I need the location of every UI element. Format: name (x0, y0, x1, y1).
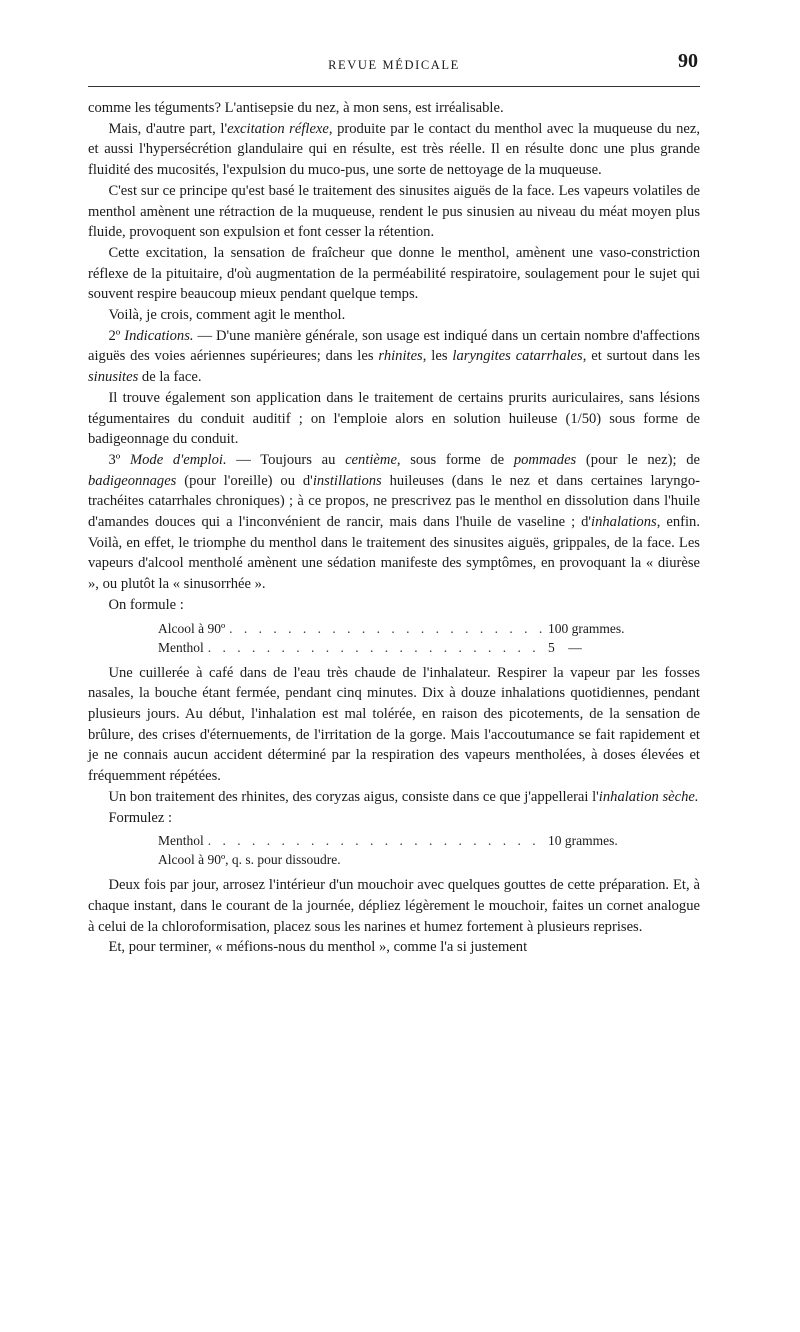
formula-block (158, 831, 648, 869)
text-run: On formule : (108, 596, 184, 613)
ingredient-quantity: 5 — (548, 639, 582, 655)
text-run: Mais, d'autre part, l' (108, 120, 228, 137)
paragraph (88, 595, 700, 616)
page-header (88, 50, 700, 80)
formula-note-text: Alcool à 90º, q. s. pour dissoudre. (158, 852, 341, 868)
text-run: — D'une manière générale, son usage est indiqué dans un certain nombre d'affections aiguës des voies aériennes supérieures; dans les (88, 327, 700, 365)
text-run: Il trouve également son application dans le traitement de certains prurits auriculaires, sans lésions tégumentaires du conduit auditif ; on l'emploie alors en solution huileuse (1/50) sous forme de badigeonnage du conduit. (88, 389, 700, 448)
text-run: huileuses (dans le nez et dans certaines laryngo-trachéites catarrhales chroniques) ; à ce propos, ne prescrivez pas le menthol en dissolution dans l'huile d'amandes douces qui a l'inconvénient de rancir, mais dans l'huile de vaseline ; d' (88, 472, 700, 531)
paragraph (88, 663, 700, 787)
italic-text: badigeonnages (88, 472, 177, 489)
paragraph-group (88, 98, 700, 616)
text-run: Formulez : (108, 809, 173, 826)
text-run: , produite par le contact du menthol avec la muqueuse du nez, et aussi l'hypersécrétion glandulaire qui en résulte, est très réelle. Il en résulte donc une plus grande fluidité des mucosités, l'expulsion du muco-pus, une sorte de nettoyage de la muqueuse. (88, 120, 700, 179)
paragraph (88, 937, 700, 958)
italic-text: laryngites catarrhales (452, 348, 583, 365)
italic-text: centième (345, 451, 397, 468)
italic-text: inhalations (591, 514, 657, 531)
text-run: Voilà, je crois, comment agit le menthol. (108, 307, 346, 324)
ingredient-name: Menthol (158, 639, 204, 655)
formula-block (158, 619, 648, 657)
paragraph (88, 181, 700, 243)
ingredient-quantity: 100 grammes. (548, 620, 625, 636)
italic-text: pommades (513, 451, 577, 468)
text-run: , sous forme de (396, 451, 514, 468)
formula-row (158, 638, 648, 657)
paragraph (88, 243, 700, 305)
paragraph (88, 305, 700, 326)
paragraph (88, 450, 700, 595)
italic-text: Mode d'emploi. (129, 451, 227, 468)
text-run: (pour le nez); de (576, 451, 700, 468)
ingredient-name: Alcool à 90º (158, 620, 226, 636)
formula-row (158, 831, 648, 850)
running-title: REVUE MÉDICALE (328, 58, 460, 72)
formula-row (158, 619, 648, 638)
text-run: , les (422, 348, 453, 365)
text-run: Deux fois par jour, arrosez l'intérieur d'un mouchoir avec quelques gouttes de cette préparation. Et, à chaque instant, dans le courant de la journée, dépliez légèrement le mouchoir, faites un cornet analogue à celui de la chloroformisation, placez sous les narines et humez fortement à plusieurs reprises. (88, 877, 700, 935)
ingredient-quantity: 10 grammes. (548, 833, 618, 849)
text-run: Une cuillerée à café dans de l'eau très chaude de l'inhalateur. Respirer la vapeur par les fosses nasales, la bouche étant fermée, pendant cinq minutes. Dix à douze inhalations quotidiennes, pendant plusieurs jours. Au début, l'inhalation est mal tolérée, en raison des picotements, de la sensation de brûlure, des crises d'éternuements, de l'irritation de la gorge. Mais l'accoutumance se fait rapidement et je ne connais aucun accident déterminé par la respiration des vapeurs mentholées, à doses élevées et fréquemment répétées. (88, 664, 700, 785)
italic-text: rhinites (378, 348, 423, 365)
dot-leader (204, 831, 544, 850)
paragraph (88, 875, 700, 937)
text-run: Un bon traitement des rhinites, des coryzas aigus, consiste dans ce que j'appellerai l' (108, 788, 599, 805)
paragraph (88, 119, 700, 181)
paragraph (88, 787, 700, 808)
paragraph (88, 388, 700, 450)
text-run: , enfin. Voilà, en effet, le triomphe du menthol dans le traitement des sinusites aiguës, grippales, de la face. Les vapeurs d'alcool mentholé amènent une sédation manifeste des symptômes, en provoquant la « diurèse », ou plutôt la « sinusorrhée ». (88, 514, 700, 593)
text-run: (pour l'oreille) ou d' (176, 472, 313, 489)
text-run: 2º (108, 327, 125, 344)
italic-text: instillations (312, 472, 382, 489)
paragraph-group (88, 875, 700, 958)
page-number: 90 (678, 50, 698, 72)
text-run: C'est sur ce principe qu'est basé le traitement des sinusites aiguës de la face. Les vapeurs volatiles de menthol amènent une rétraction de la muqueuse, rendent le pus sinusien au niveau du méat moyen plus fluide, provoquent son expulsion et font cesser la rétention. (88, 182, 700, 241)
dot-leader (204, 638, 544, 657)
paragraph (88, 326, 700, 388)
text-run: comme les téguments? L'antisepsie du nez, à mon sens, est irréalisable. (88, 100, 504, 116)
ingredient-name: Menthol (158, 833, 204, 849)
formula-note (158, 850, 648, 869)
text-run: 3º (108, 451, 130, 468)
text-run: de la face. (138, 369, 202, 386)
text-run: — Toujours au (226, 451, 346, 468)
dot-leader (225, 619, 544, 638)
paragraph (88, 808, 700, 829)
paragraph (88, 98, 700, 119)
header-rule (88, 86, 700, 87)
italic-text: excitation réflexe (227, 120, 329, 137)
italic-text: inhalation sèche. (598, 788, 699, 805)
text-run: Cette excitation, la sensation de fraîcheur que donne le menthol, amènent une vaso-constriction réflexe de la pituitaire, d'où augmentation de la perméabilité respiratoire, soulagement pour le sujet qui souvent respire beaucoup mieux pendant quelque temps. (88, 244, 700, 303)
italic-text: sinusites (88, 369, 139, 386)
text-run: , et surtout dans les (582, 348, 700, 365)
text-run: Et, pour terminer, « méfions-nous du menthol », comme l'a si justement (108, 939, 528, 956)
paragraph-group (88, 663, 700, 829)
italic-text: Indications. (124, 327, 194, 344)
article-body (88, 98, 700, 958)
